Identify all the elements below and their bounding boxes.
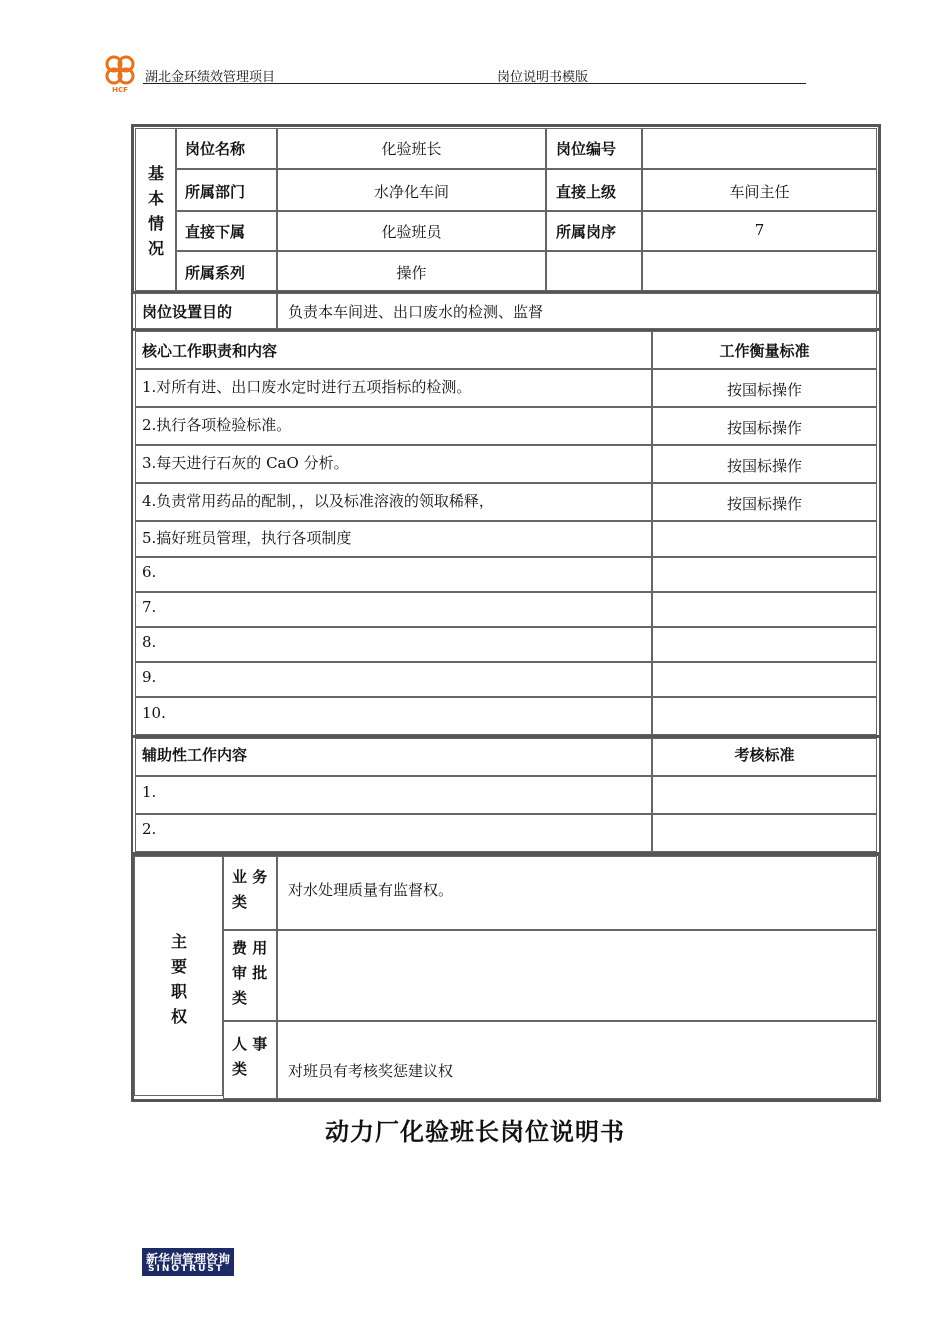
core-row-standard: 按国标操作 bbox=[726, 457, 802, 475]
authority-section-cell bbox=[134, 856, 223, 1096]
core-row-cell bbox=[135, 369, 652, 407]
core-row-text: 5.搞好班员管理，执行各项制度 bbox=[142, 529, 352, 547]
core-row-standard-cell bbox=[652, 697, 877, 735]
core-row-standard-cell bbox=[652, 592, 877, 627]
hcf-logo bbox=[100, 52, 140, 94]
aux-row-1-cell bbox=[135, 776, 652, 814]
basic-section-label: 基 本 情 况 bbox=[147, 164, 164, 258]
header-org: 湖北金环绩效管理项目 bbox=[145, 70, 276, 85]
core-header-right-cell bbox=[652, 331, 877, 369]
superior-label: 直接上级 bbox=[556, 183, 617, 201]
authority-hr-value: 对班员有考核奖惩建议权 bbox=[288, 1062, 454, 1080]
core-row-cell bbox=[135, 445, 652, 483]
core-row-standard-cell bbox=[652, 557, 877, 592]
sinotrust-logo-en: SINOTRUST bbox=[148, 1264, 225, 1274]
aux-header-left-cell bbox=[135, 738, 652, 776]
seq-value: 7 bbox=[754, 221, 765, 239]
authority-hr-value-cell bbox=[277, 1021, 877, 1099]
series-value-cell bbox=[277, 251, 546, 291]
core-row-cell bbox=[135, 662, 652, 697]
core-row-standard-cell bbox=[652, 662, 877, 697]
core-row-text: 4.负责常用药品的配制，，以及标准溶液的领取稀释， bbox=[142, 492, 494, 510]
core-row-text: 10. bbox=[142, 704, 166, 722]
seq-value-cell bbox=[642, 211, 877, 251]
superior-value: 车间主任 bbox=[729, 183, 790, 201]
aux-header-left: 辅助性工作内容 bbox=[142, 746, 248, 764]
document-title: 动力厂化验班长岗位说明书 bbox=[325, 1118, 625, 1146]
subordinate-value-cell bbox=[277, 211, 546, 251]
code-label-cell bbox=[546, 128, 642, 169]
core-row-cell bbox=[135, 521, 652, 557]
authority-expense-value-cell bbox=[277, 930, 877, 1021]
aux-row-2-text: 2. bbox=[142, 820, 157, 838]
core-row-standard-cell bbox=[652, 445, 877, 483]
core-row-cell bbox=[135, 592, 652, 627]
core-row-text: 8. bbox=[142, 633, 157, 651]
sinotrust-logo bbox=[142, 1248, 234, 1276]
subordinate-label: 直接下属 bbox=[185, 223, 246, 241]
name-label-cell bbox=[176, 128, 277, 169]
code-label: 岗位编号 bbox=[556, 140, 617, 158]
core-row-cell bbox=[135, 407, 652, 445]
core-row-text: 1.对所有进、出口废水定时进行五项指标的检测。 bbox=[142, 378, 472, 396]
authority-business-label-cell bbox=[223, 856, 277, 930]
core-row-text: 3.每天进行石灰的 CaO 分析。 bbox=[142, 454, 349, 472]
dept-label: 所属部门 bbox=[185, 183, 246, 201]
core-row-standard-cell bbox=[652, 483, 877, 521]
authority-expense-label: 费 用 审 批 类 bbox=[232, 939, 268, 1007]
core-row-standard-cell bbox=[652, 407, 877, 445]
dept-label-cell bbox=[176, 169, 277, 211]
job-description-table bbox=[131, 124, 881, 1102]
aux-row-2-standard-cell bbox=[652, 814, 877, 852]
svg-text:HCF: HCF bbox=[112, 86, 128, 94]
subordinate-value: 化验班员 bbox=[381, 223, 442, 241]
authority-business-label: 业 务 类 bbox=[232, 868, 268, 911]
header-rule bbox=[143, 83, 806, 84]
authority-business-value-cell bbox=[277, 856, 877, 930]
basic-section-cell bbox=[135, 128, 176, 291]
core-row-cell bbox=[135, 483, 652, 521]
authority-business-value: 对水处理质量有监督权。 bbox=[288, 881, 454, 899]
aux-row-2-cell bbox=[135, 814, 652, 852]
sinotrust-logo-cn: 新华信管理咨询 bbox=[146, 1252, 231, 1266]
authority-hr-label-cell bbox=[223, 1021, 277, 1099]
name-value-cell bbox=[277, 128, 546, 169]
authority-expense-label-cell bbox=[223, 930, 277, 1021]
core-header-left-cell bbox=[135, 331, 652, 369]
core-row-standard: 按国标操作 bbox=[726, 495, 802, 513]
aux-header-right: 考核标准 bbox=[734, 746, 795, 764]
core-row-standard: 按国标操作 bbox=[726, 381, 802, 399]
core-row-standard-cell bbox=[652, 521, 877, 557]
superior-label-cell bbox=[546, 169, 642, 211]
core-row-cell bbox=[135, 627, 652, 662]
dept-value-cell bbox=[277, 169, 546, 211]
purpose-label: 岗位设置目的 bbox=[142, 303, 233, 321]
core-row-text: 7. bbox=[142, 598, 157, 616]
authority-hr-label: 人 事 类 bbox=[232, 1035, 268, 1078]
core-header-right: 工作衡量标准 bbox=[719, 342, 810, 360]
core-row-cell bbox=[135, 557, 652, 592]
seq-label: 所属岗序 bbox=[556, 223, 617, 241]
core-row-text: 2.执行各项检验标准。 bbox=[142, 416, 292, 434]
core-row-text: 6. bbox=[142, 563, 157, 581]
subordinate-label-cell bbox=[176, 211, 277, 251]
superior-value-cell bbox=[642, 169, 877, 211]
dept-value: 水净化车间 bbox=[373, 183, 449, 201]
series-empty-cell-2 bbox=[642, 251, 877, 291]
core-row-cell bbox=[135, 697, 652, 735]
series-value: 操作 bbox=[396, 264, 427, 282]
purpose-value-cell bbox=[277, 293, 877, 329]
name-label: 岗位名称 bbox=[185, 140, 246, 158]
series-empty-cell bbox=[546, 251, 642, 291]
core-row-standard-cell bbox=[652, 627, 877, 662]
aux-row-1-standard-cell bbox=[652, 776, 877, 814]
core-header-left: 核心工作职责和内容 bbox=[142, 342, 278, 360]
aux-row-1-text: 1. bbox=[142, 783, 157, 801]
purpose-label-cell bbox=[135, 293, 277, 329]
core-row-standard: 按国标操作 bbox=[726, 419, 802, 437]
authority-section-label: 主 要 职 权 bbox=[170, 932, 187, 1026]
core-row-text: 9. bbox=[142, 668, 157, 686]
series-label-cell bbox=[176, 251, 277, 291]
code-value-cell bbox=[642, 128, 877, 169]
header-doc-type: 岗位说明书模版 bbox=[497, 70, 589, 85]
core-row-standard-cell bbox=[652, 369, 877, 407]
purpose-value: 负责本车间进、出口废水的检测、监督 bbox=[288, 303, 544, 321]
aux-header-right-cell bbox=[652, 738, 877, 776]
name-value: 化验班长 bbox=[381, 140, 442, 158]
series-label: 所属系列 bbox=[185, 264, 246, 282]
seq-label-cell bbox=[546, 211, 642, 251]
